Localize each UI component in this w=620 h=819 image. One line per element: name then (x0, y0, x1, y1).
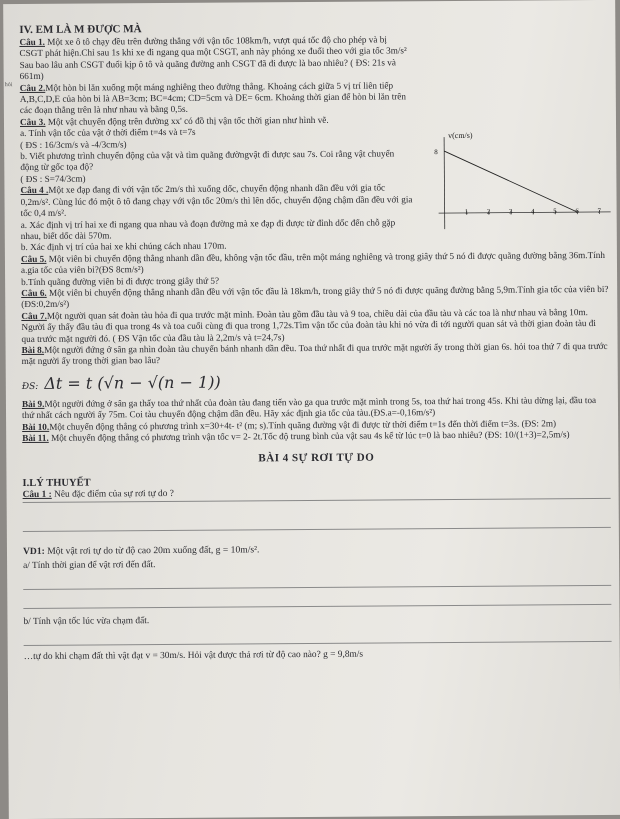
margin-note: hỏi (4, 82, 13, 89)
problem-text: a.gia tốc của viên bi?(ĐS 8cm/s²) (20, 264, 144, 276)
problem-line (20, 148, 412, 174)
problem-text: Một người đứng ở sân ga thấy toa thứ nhất của đoàn tàu đang tiến vào ga qua trước mặt mình trong 5s, toa thứ hai trong 45s. Khi tàu dừng lại, đầu toa thứ nhất cách người ấy 75m. Coi tàu chuyển động chậm dần đều. Hãy xác định gia tốc của tàu.(ĐS.a=-0,16m/s²) (21, 394, 597, 421)
problem-label: Câu 6. (21, 287, 47, 298)
section-title: IV. EM LÀ M ĐƯỢC MÀ (19, 23, 142, 37)
answer-line (23, 509, 611, 532)
example-label: VD1: (22, 546, 45, 558)
problem-text: b. Viết phương trình chuyển động của vật và tìm quãng đườngvật đi được sau 7s. Coi rằng vật chuyển động từ gốc tọa độ? (20, 148, 395, 173)
x-tick-label: 7 (597, 206, 602, 216)
problem-text: a. Tính vận tốc của vật ở thời điểm t=4s và t=7s (20, 127, 196, 139)
x-tick-label: 6 (575, 207, 579, 216)
problem-text: Một người quan sát đoàn tàu hỏa đi qua trước mặt mình. Đoàn tàu gồm đầu tàu và 9 toa, chiều dài của đầu tàu và các toa là như nhau và bằng 10m. Người ấy thấy đầu tàu đi qua trong 4s và toa cuối cùng đi qua trong 1,72s.Tìm vận tốc của đoàn tàu khi nó vừa đi tới người quan sát và thời gian đoàn tàu đi qua trước mặt người đó. ( ĐS Vận tốc của đầu tàu là 2,2m/s và t=24,7s) (21, 306, 596, 344)
problem-line (21, 307, 609, 345)
problem-label: Câu 5. (20, 253, 47, 264)
problem-text: b. Xác định vị trí của hai xe khi chúng cách nhau 170m. (20, 240, 227, 253)
problem-label: Câu 7. (21, 310, 47, 321)
worksheet-page (3, 0, 620, 819)
problem-text: Một xe ô tô chạy đều trên đường thẳng với vận tốc 108km/h, vượt quá tốc độ cho phép và bị CSGT phát hiện.Chỉ sau 1s khi xe đi ngang qua một CSGT, anh này phóng xe đuổi theo với gia tốc 3m/s² Sau bao lâu anh CSGT đuổi kịp ô tô và quãng đường anh CSGT đã đi được là bao nhiêu? ( ĐS: 21s và 661m) (19, 34, 407, 82)
problem-label: Câu 4 . (20, 185, 49, 196)
problem-text: Một viên bi chuyển động thẳng nhanh dần đều, không vận tốc đầu, trên một máng nghiêng và trong giây thứ 5 nó đi được quãng đường bằng 36m.Tính (46, 249, 605, 264)
problem-label: Bài 11. (22, 432, 49, 444)
x-tick-label: 2 (486, 207, 491, 216)
problem-text: Một chuyển động thẳng có phương trình x=30+4t- t² (m; s).Tính quãng đường vật đi được từ thời điểm t=1s đến thời điểm t=3s. (ĐS: 2m) (49, 417, 557, 432)
formula-label: ĐS: (21, 381, 39, 392)
problem-text: Một người đứng ở sân ga nhìn đoàn tàu chuyển bánh nhanh dần đều. Toa thứ nhất đi qua trước mặt người ấy trong thời gian 6s. hỏi toa thứ 7 đi qua trước mặt người ấy trong thời gian bao lâu? (21, 340, 608, 367)
problem-line (20, 183, 412, 220)
theory-question-text: Nêu đặc điểm của sự rơi tự do ? (51, 489, 174, 501)
formula-answer (22, 370, 610, 393)
example-part-a: a/ Tính thời gian để vật rơi đến đất. (23, 560, 156, 572)
example-part-b: b/ Tính vận tốc lúc vừa chạm đất. (23, 616, 150, 628)
problem-text: Một hòn bi lăn xuống một máng nghiêng theo đường thẳng. Khoảng cách giữa 5 vị trí liên tiếp A,B,C,D,E của hòn bi là AB=3cm; BC=4cm; CD=5cm và DE= 6cm. Khoảng thời gian để hòn bi lăn trên các đoạn thẳng trên là như nhau và bằng 0,5s. (19, 80, 406, 116)
problem-text: Một vật chuyển động trên đường xx' có đồ thị vận tốc thời gian như hình vẽ. (45, 114, 329, 127)
problem-label: Bài 9. (21, 398, 45, 409)
y-axis-label: v(cm/s) (448, 130, 473, 141)
problem-label: Câu 3. (19, 116, 46, 127)
problem-text: ( ĐS : 16/3cm/s và -4/3cm/s) (20, 138, 127, 150)
lesson-title: BÀI 4 SỰ RƠI TỰ DO (258, 451, 375, 465)
problem-label: Bài 10. (22, 421, 50, 432)
problem-text: Một viên bi chuyển động thẳng nhanh dần đều với vận tốc đầu là 18km/h, trong giây thứ 5 nó đi được quãng đường bằng 5,9m.Tính gia tốc của viên bi? (ĐS:0,2m/s²) (21, 283, 609, 310)
answer-line (24, 623, 612, 646)
velocity-time-chart (424, 128, 615, 239)
chart-marks (434, 147, 601, 216)
problem-line (22, 341, 610, 368)
theory-question (23, 485, 611, 503)
example-statement (23, 542, 611, 557)
problem-line (20, 80, 412, 117)
problem-text: b.Tính quãng đường viên bi đi được trong giây thứ 5? (21, 275, 220, 287)
problem-text: Một chuyển động thẳng có phương trình vận tốc v= 2- 2t.Tốc độ trung bình của vật sau 4s kể từ lúc t=0 là bao nhiêu? (ĐS: 10/(1+3)=2,5m/s) (48, 429, 570, 443)
problem-line (19, 34, 411, 82)
problem-label: Bài 8. (21, 344, 45, 355)
x-tick-label: 1 (464, 207, 469, 216)
answer-line (23, 586, 611, 609)
problem-text: ( ĐS : S=74/3cm) (20, 173, 86, 184)
problem-list-2 (22, 395, 610, 445)
formula-text: Δt = t (√n − √(n − 1)) (44, 372, 221, 393)
example-text: Một vật rơi tự do từ độ cao 20m xuống đất, g = 10m/s². (44, 544, 260, 558)
problem-line (21, 217, 413, 243)
problem-text: Một xe đạp đang đi với vận tốc 2m/s thì xuống dốc, chuyển động nhanh dần đều với gia tốc 0,2m/s². Cùng lúc đó một ô tô đang chạy với vận tốc 20m/s thì lên dốc, chuyển động chậm dần đều với gia tốc 0,4 m/s². (20, 182, 413, 219)
x-tick-label: 3 (508, 207, 513, 216)
worksheet-content (19, 20, 611, 662)
example-part-c: …tự do khi chạm đất thì vật đạt v = 30m/s. Hỏi vật được thả rơi từ độ cao nào? g = 9,8m/s (23, 650, 364, 663)
theory-question-label: Câu 1 : (22, 490, 52, 501)
y-tick-label: 8 (434, 148, 438, 157)
x-tick-label: 4 (531, 207, 535, 216)
problem-label: Câu 1. (19, 36, 45, 48)
theory-title: I.LÝ THUYẾT (22, 477, 91, 490)
problem-text: a. Xác định vị trí hai xe đi ngang qua nhau và đoạn đường mà xe đạp đi được từ đỉnh dốc đến chỗ gặp nhau, biết dốc dài 570m. (20, 216, 396, 241)
x-tick-label: 5 (553, 207, 557, 216)
problem-label: Câu 2. (19, 82, 46, 93)
velocity-line (444, 150, 579, 216)
